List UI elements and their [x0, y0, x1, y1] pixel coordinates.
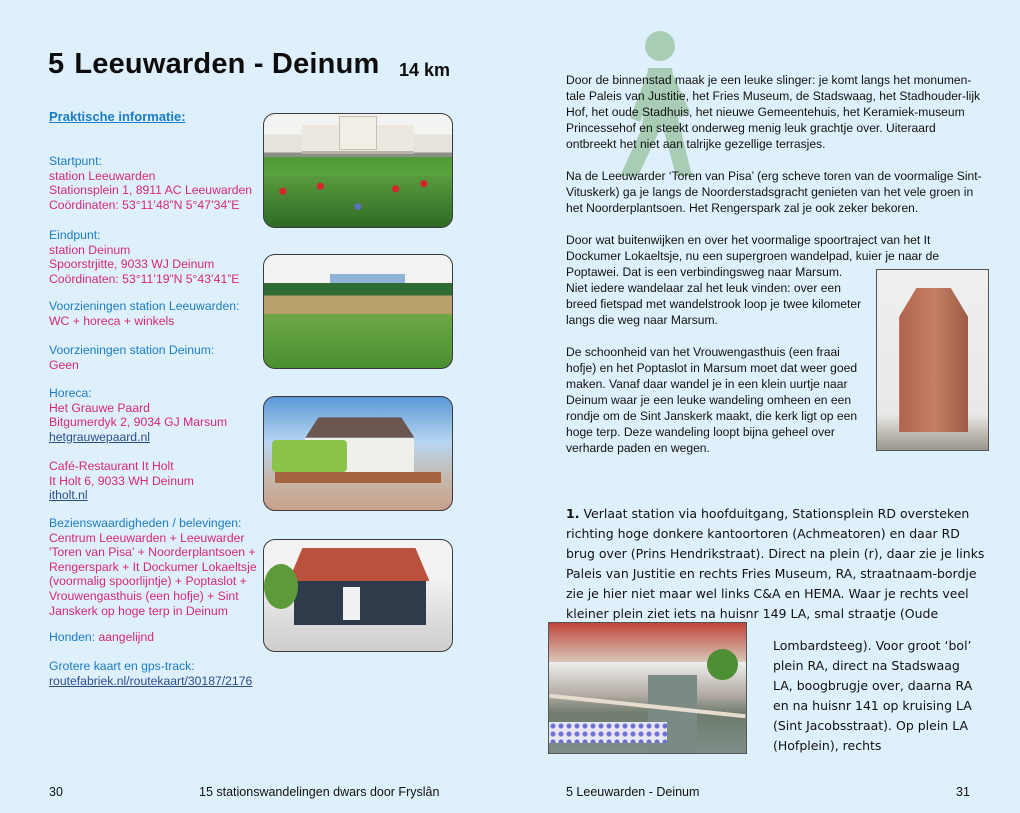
- horeca-link[interactable]: itholt.nl: [49, 488, 88, 503]
- chapter-title: Leeuwarden - Deinum: [74, 48, 380, 80]
- kaart-label: Grotere kaart en gps-track:: [49, 659, 195, 673]
- bezienswaardigheden-value: Centrum Leeuwarden + Leeuwarder 'Toren van Pisa' + Noorderplantsoen + Rengerspark + It Dockumer Lokaeltsje (voormalig spoorlijntje) + Poptaslot + Vrouwengasthuis (een hofje) + Sint Janskerk op hoge terp in Deinum: [49, 530, 257, 618]
- chapter-running-title: 5 Leeuwarden - Deinum: [566, 785, 700, 799]
- kaart-block: [49, 659, 264, 688]
- station-leeuwarden-photo: [263, 113, 453, 228]
- intro-paragraph-2: Na de Leeuwarder ‘Toren van Pisa’ (erg scheve toren van de voormalige Sint-Vituskerk) ga je langs de Noorderstadsgracht genieten van het vele groen in het Noorderplantsoen. Het Rengerspark zal je ook zeker bekoren.: [566, 169, 982, 215]
- eindpunt-block: [49, 228, 264, 286]
- het-grauwe-paard-photo: [263, 396, 453, 511]
- horeca-address: It Holt 6, 9033 WH Deinum: [49, 473, 194, 488]
- paragraph-3-narrow: Poptawei. Dat is een verbindingsweg naar Marsum. Niet iedere wandelaar zal het leuk vinden: over een breed fietspad met wandelstrook loop je twee kilometer langs die weg naar Marsum.: [566, 265, 862, 327]
- tree: [264, 564, 298, 608]
- eindpunt-coordinates: Coördinaten: 53°11’19”N 5°43’41”E: [49, 271, 240, 286]
- startpunt-address: Stationsplein 1, 8911 AC Leeuwarden: [49, 183, 253, 198]
- step-number: 1.: [566, 506, 580, 521]
- station-tower: [339, 116, 377, 150]
- distance: 14 km: [399, 60, 451, 80]
- voorzieningen-leeuwarden: [49, 299, 264, 328]
- terrace: [275, 472, 440, 483]
- honden-label: Honden:: [49, 630, 96, 644]
- voorzieningen-deinum-label: Voorzieningen station Deinum:: [49, 343, 215, 357]
- paragraph-3-wide: Door wat buitenwijken en over het voormalige spoortraject van het It Dockumer Lokaeltsje, nu een supergroen wandelpad, kuier je naar de: [566, 233, 940, 263]
- book-title: 15 stationswandelingen dwars door Fryslân: [199, 785, 440, 799]
- roof: [305, 417, 414, 437]
- roof: [288, 548, 429, 581]
- step-text-continued: Lombardsteeg). Voor groot ‘bol’ plein RA, direct na Stadswaag LA, boogbrugje over, daarna RA en na huisnr 141 op kruising LA (Sint Jacobsstraat). Op plein LA (Hofplein), rechts: [773, 638, 973, 753]
- startpunt-name: station Leeuwarden: [49, 168, 156, 183]
- canal-street-photo: [548, 622, 747, 754]
- horeca-name: Café-Restaurant It Holt: [49, 459, 174, 473]
- flowerbed: [264, 176, 452, 227]
- kaart-link[interactable]: routefabriek.nl/routekaart/30187/2176: [49, 673, 253, 688]
- tree: [707, 649, 739, 680]
- wall: [294, 581, 426, 625]
- it-holt-photo: [263, 539, 453, 652]
- door: [343, 587, 360, 620]
- honden-block: [49, 630, 264, 645]
- flowers: [549, 722, 667, 743]
- route-step-1: [566, 504, 986, 753]
- horeca-address: Bitgumerdyk 2, 9034 GJ Marsum: [49, 415, 228, 430]
- chapter-number: 5: [48, 48, 65, 80]
- bezienswaardigheden-label: Bezienswaardigheden / belevingen:: [49, 516, 242, 530]
- horeca-link[interactable]: hetgrauwepaard.nl: [49, 429, 150, 444]
- intro-paragraph-4: De schoonheid van het Vrouwengasthuis (een fraai hofje) en het Poptaslot in Marsum moet dat weer goed maken. Vanaf daar wandel je in een klein uurtje naar Deinum waar je een leuke wandeling omheen en een rondje om de Sint Janskerk maakt, die kerk ligt op een hoge terp. Deze wandeling loopt bijna geheel over verharde paden en wegen.: [566, 345, 858, 455]
- page-number-right: 31: [956, 785, 970, 799]
- page-number-left: 30: [49, 785, 63, 799]
- startpunt-block: [49, 154, 264, 212]
- eindpunt-label: Eindpunt:: [49, 228, 101, 242]
- startpunt-coordinates: Coördinaten: 53°11’48”N 5°47’34”E: [49, 197, 240, 212]
- horeca-label: Horeca:: [49, 386, 92, 400]
- hedge: [272, 440, 347, 472]
- honden-value: aangelijnd: [98, 630, 155, 644]
- eindpunt-address: Spoorstrjitte, 9033 WJ Deinum: [49, 257, 215, 272]
- eindpunt-name: station Deinum: [49, 242, 131, 257]
- bezienswaardigheden-block: [49, 516, 264, 618]
- oldehove-tower-photo: [876, 269, 989, 451]
- horeca-block: [49, 386, 264, 444]
- tower: [899, 288, 968, 432]
- info-heading: Praktische informatie:: [49, 109, 186, 124]
- horeca-block-2: [49, 459, 264, 503]
- station-deinum-photo: [263, 254, 453, 369]
- startpunt-label: Startpunt:: [49, 154, 102, 168]
- intro-paragraph-1: Door de binnenstad maak je een leuke slinger: je komt langs het monumen-tale Paleis van Justitie, het Fries Museum, de Stadswaag, het Stadhouder-lijk Hof, het oude Stadhuis, het nieuwe Gemeentehuis, het Keramiek-museum Princessehof en steekt onderweg menig leuk grachtje over. Uiteraard ontbreekt het niet aan talrijke gezellige terrasjes.: [566, 73, 981, 151]
- train: [330, 274, 405, 283]
- voorzieningen-leeuwarden-label: Voorzieningen station Leeuwarden:: [49, 299, 240, 313]
- page-title: [48, 48, 379, 81]
- step-text: Verlaat station via hoofduitgang, Stationsplein RD oversteken richting hoge donkere kantoortoren (Achmeatoren) en daar RD brug over (Prins Hendrikstraat). Direct na plein (r), daar zie je links Paleis van Justitie en rechts Fries Museum, RA, straatnaam-bordje zie je hier niet maar wel links C&A en HEMA. Waar je rechts veel kleiner plein ziet iets na huisnr 149 LA, smal straatje (Oude: [566, 506, 985, 621]
- voorzieningen-deinum-value: Geen: [49, 357, 79, 372]
- horeca-name: Het Grauwe Paard: [49, 400, 150, 415]
- voorzieningen-deinum: [49, 343, 264, 372]
- voorzieningen-leeuwarden-value: WC + horeca + winkels: [49, 313, 175, 328]
